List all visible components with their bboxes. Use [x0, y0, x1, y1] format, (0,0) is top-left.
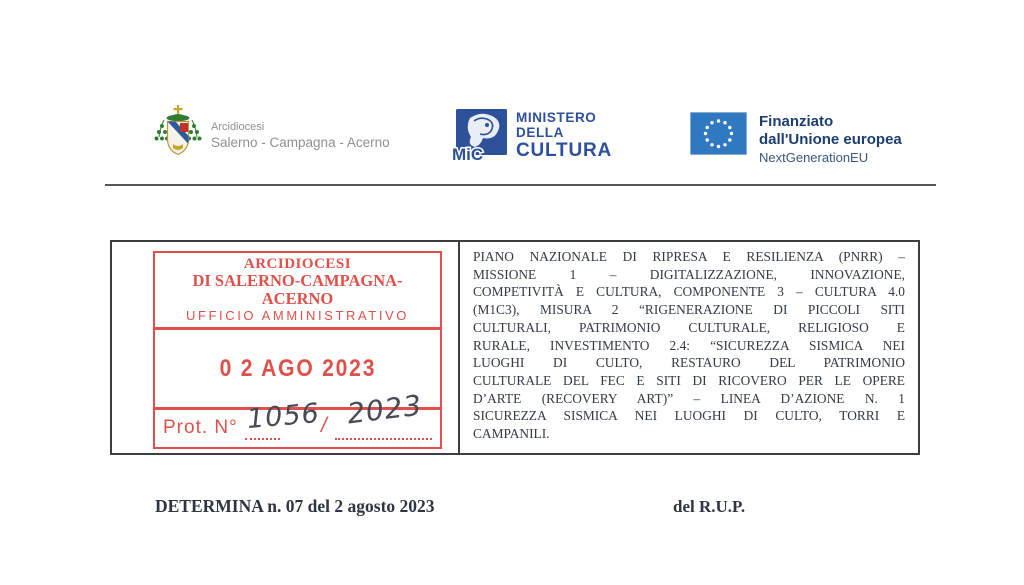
eu-funded-line-1: Finanziato: [759, 113, 834, 130]
protocol-dotted-line-2: [335, 438, 432, 440]
stamp-org-line-3: UFFICIO AMMINISTRATIVO: [185, 308, 410, 323]
diocese-name: Arcidiocesi: [211, 120, 265, 133]
pnrr-text-line: (M1C3), MISURA 2 “RIGENERAZIONE DI PICCOLI SITI: [473, 302, 905, 318]
pnrr-text-line: PIANO NAZIONALE DI RIPRESA E RESILIENZA (PNRR) –: [473, 249, 905, 264]
diocese-subtitle: Salerno - Campagna - Acerno: [211, 134, 390, 150]
pnrr-text-line: LUOGHI DI CULTO, RESTAURO DEL PATRIMONIO: [473, 355, 905, 371]
pnrr-text-line: CAMPANILI.: [473, 426, 550, 442]
protocol-number-label: Prot. N°: [163, 417, 238, 438]
stamp-protocol-row: [155, 388, 440, 447]
rup-label: del R.U.P.: [673, 497, 746, 516]
stamp-org-line-1: ARCIDIOCESI: [243, 256, 352, 272]
stamp-org-line-2: DI SALERNO-CAMPAGNA-ACERNO: [192, 271, 403, 308]
eu-flag-icon: [690, 112, 747, 155]
eu-logo-block: [690, 112, 902, 166]
pnrr-text-line: D’ARTE (RECOVERY ART)” – LINEA D’AZIONE N. 1: [473, 390, 905, 406]
protocol-dotted-line-1: [245, 438, 280, 440]
mic-logo-icon: [450, 109, 510, 162]
ministry-word-2: DELLA: [516, 124, 564, 140]
pnrr-text-line: MISSIONE 1 – DIGITALIZZAZIONE, INNOVAZIONE,: [473, 266, 905, 282]
handwritten-protocol-number: 1056: [245, 397, 321, 436]
ministry-word-1: MINISTERO: [516, 110, 597, 125]
pnrr-text-line: RURALE, INVESTIMENTO 2.4: “SICUREZZA SISMICA NEI: [473, 337, 905, 353]
header-divider: [105, 184, 936, 186]
diocese-crest-icon: [153, 104, 203, 166]
pnrr-text-line: SICUREZZA SISMICA NEI LUOGHI DI CULTO, TORRI E: [473, 408, 905, 424]
ministry-logo-block: [450, 109, 612, 162]
handwritten-protocol-year: 2023: [345, 388, 424, 431]
protocol-table: [110, 240, 920, 455]
stamp-header: [155, 253, 440, 330]
pnrr-text-line: COMPETIVITÀ E CULTURA, COMPONENTE 3 – CULTURA 4.0: [473, 284, 905, 300]
eu-funded-line-2: dall'Unione europea: [759, 130, 902, 148]
ministry-word-3: CULTURA: [516, 140, 613, 161]
eu-nextgen-label: NextGenerationEU: [759, 150, 869, 165]
protocol-stamp: [153, 251, 442, 449]
pnrr-text-line: CULTURALI, PATRIMONIO CULTURALE, RELIGIOSO E: [473, 319, 905, 335]
diocese-logo-block: [153, 104, 390, 166]
pnrr-text-line: CULTURALE DEL FEC E SITI DI RICOVERO PER LE OPERE: [473, 372, 905, 388]
protocol-separator: /: [321, 414, 327, 437]
stamp-date: 0 2 AGO 2023: [219, 354, 376, 382]
determina-title: DETERMINA n. 07 del 2 agosto 2023: [155, 496, 435, 516]
stamp-cell: [112, 242, 460, 453]
mic-logo-text: MiC: [452, 145, 484, 162]
pnrr-description: [460, 242, 918, 453]
